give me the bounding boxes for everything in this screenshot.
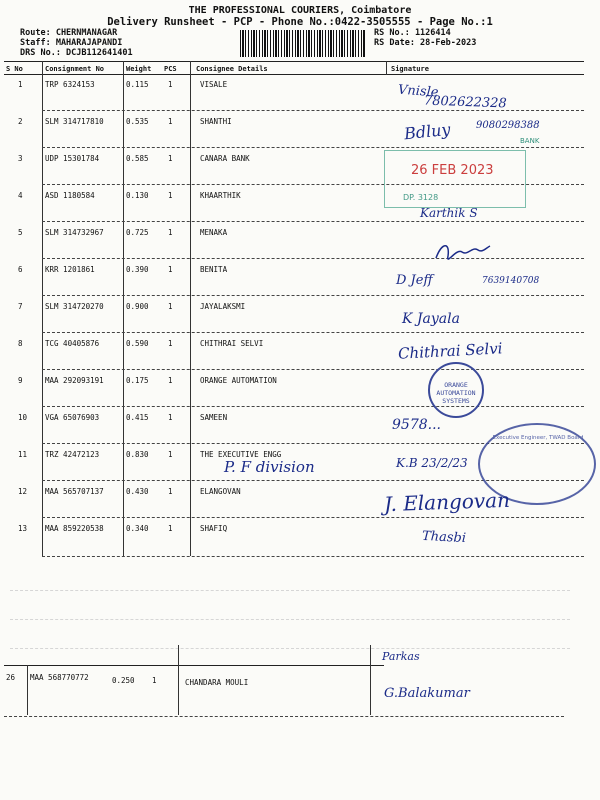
row-consignment: SLM 314720270 <box>45 302 104 311</box>
row-consignment: MAA 859220538 <box>45 524 104 533</box>
row-pcs: 1 <box>168 265 173 274</box>
row-pcs: 1 <box>168 450 173 459</box>
row-consignee: SAMEEN <box>200 413 228 422</box>
seal-text: ORANGE AUTOMATION SYSTEMS <box>436 381 476 405</box>
company-seal-stamp <box>428 362 484 418</box>
signature-row-5 <box>432 240 492 266</box>
bank-stamp-fragment: BANK <box>520 137 540 145</box>
rs-date: RS Date: 28-Feb-2023 <box>374 38 477 48</box>
signature-row-1: Vnisle <box>397 82 439 101</box>
row-consignment: TRP 6324153 <box>45 80 95 89</box>
row-pcs: 1 <box>168 80 173 89</box>
row-weight: 0.390 <box>126 265 149 274</box>
row-consignment: TCG 40405876 <box>45 339 100 348</box>
row-sno: 13 <box>18 524 28 533</box>
row-sno: 12 <box>18 487 28 496</box>
row-pcs: 1 <box>168 339 173 348</box>
col-divider <box>370 645 371 715</box>
row-sno: 5 <box>18 228 23 237</box>
row-sno: 11 <box>18 450 28 459</box>
bank-received-stamp <box>384 150 526 208</box>
col-divider <box>178 645 179 715</box>
row-consignee: SHAFIQ <box>200 524 228 533</box>
row-consignment: UDP 15301784 <box>45 154 100 163</box>
row-sno: 3 <box>18 154 23 163</box>
row-consignee: SHANTHI <box>200 117 232 126</box>
row-divider <box>42 517 584 518</box>
row-sno: 10 <box>18 413 28 422</box>
row-consignment: TRZ 42472123 <box>45 450 100 459</box>
stamp-date: 26 FEB 2023 <box>411 163 494 178</box>
col-header-consignment: Consignment No <box>45 65 105 73</box>
row-consignee: CHANDARA MOULI <box>185 678 249 687</box>
row-divider <box>42 147 584 148</box>
row-consignment: SLM 314732967 <box>45 228 104 237</box>
row-weight: 0.130 <box>126 191 149 200</box>
faint-bleed-through <box>10 570 570 660</box>
row-consignee: JAYALAKSMI <box>200 302 246 311</box>
stamp-dp-number: DP. 3128 <box>403 193 439 202</box>
drs-number: DRS No.: DCJB112641401 <box>20 48 133 58</box>
sheet-title: Delivery Runsheet - PCP - Phone No.:0422-3505555 - Page No.:1 <box>107 16 493 28</box>
row-consignee: KHAARTHIK <box>200 191 241 200</box>
row-pcs: 1 <box>168 524 173 533</box>
row-divider <box>42 406 584 407</box>
signature-bottom-b: G.Balakumar <box>384 686 470 701</box>
row-weight: 0.430 <box>126 487 149 496</box>
row-weight: 0.175 <box>126 376 149 385</box>
row-consignee: ELANGOVAN <box>200 487 241 496</box>
row-weight: 0.725 <box>126 228 149 237</box>
twad-seal-text: Executive Engineer, TWAD Board <box>492 435 584 441</box>
row-pcs: 1 <box>168 228 173 237</box>
row-consignment: ASD 1180584 <box>45 191 95 200</box>
handwritten-note-row-11: P. F division <box>224 458 315 476</box>
signature-row-4: Karthik S <box>420 206 478 220</box>
row-consignee: CHITHRAI SELVI <box>200 339 264 348</box>
row-sno: 8 <box>18 339 23 348</box>
row-consignee: MENAKA <box>200 228 228 237</box>
row-consignee: VISALE <box>200 80 228 89</box>
row-pcs: 1 <box>168 487 173 496</box>
row-pcs: 1 <box>168 376 173 385</box>
signature-bottom-a: Parkas <box>382 650 420 663</box>
row-pcs: 1 <box>168 413 173 422</box>
row-pcs: 1 <box>152 676 157 685</box>
row-weight: 0.340 <box>126 524 149 533</box>
row-weight: 0.830 <box>126 450 149 459</box>
col-divider <box>42 61 43 556</box>
col-divider <box>386 61 387 75</box>
col-header-sno: S No <box>6 65 23 73</box>
row-divider <box>4 716 564 717</box>
barcode <box>240 30 366 57</box>
signature-row-10: 9578... <box>392 417 441 433</box>
row-weight: 0.415 <box>126 413 149 422</box>
row-weight: 0.115 <box>126 80 149 89</box>
row-consignee: CANARA BANK <box>200 154 250 163</box>
row-sno: 4 <box>18 191 23 200</box>
signature-row-11: K.B 23/2/23 <box>396 456 468 470</box>
signature-row-12: J. Elangovan <box>383 487 511 517</box>
row-sno: 7 <box>18 302 23 311</box>
row-pcs: 1 <box>168 191 173 200</box>
row-consignee: ORANGE AUTOMATION <box>200 376 277 385</box>
row-weight: 0.900 <box>126 302 149 311</box>
signature-row-2: Bdluy <box>403 119 452 144</box>
row-consignment: SLM 314717810 <box>45 117 104 126</box>
row-divider <box>42 295 584 296</box>
row-divider <box>42 258 584 259</box>
row-divider <box>42 369 584 370</box>
bottom-row-top-border <box>4 665 384 666</box>
row-consignment: MAA 292093191 <box>45 376 104 385</box>
row-consignee: THE EXECUTIVE ENGG <box>200 450 282 459</box>
staff-label: Staff: MAHARAJAPANDI <box>20 38 123 48</box>
row-consignee: BENITA <box>200 265 228 274</box>
row-sno: 26 <box>6 673 16 682</box>
col-header-consignee: Consignee Details <box>196 65 268 73</box>
phone-note-row-1: 7802622328 <box>423 93 507 112</box>
row-sno: 1 <box>18 80 23 89</box>
phone-note-row-2: 9080298388 <box>476 120 540 131</box>
signature-row-8: Chithrai Selvi <box>397 339 503 363</box>
col-divider <box>123 61 124 556</box>
row-divider <box>42 332 584 333</box>
row-consignment: VGA 65076903 <box>45 413 100 422</box>
row-pcs: 1 <box>168 302 173 311</box>
row-sno: 6 <box>18 265 23 274</box>
rs-number: RS No.: 1126414 <box>374 28 451 38</box>
signature-row-6: D Jeff <box>396 273 433 288</box>
row-sno: 9 <box>18 376 23 385</box>
table-header-border <box>4 74 584 75</box>
row-pcs: 1 <box>168 154 173 163</box>
scribble-signature-icon <box>432 240 492 266</box>
row-weight: 0.585 <box>126 154 149 163</box>
row-consignment: KRR 1201861 <box>45 265 95 274</box>
row-consignment: MAA 568770772 <box>30 673 89 682</box>
row-pcs: 1 <box>168 117 173 126</box>
row-weight: 0.535 <box>126 117 149 126</box>
table-top-border <box>4 61 584 62</box>
col-header-signature: Signature <box>391 65 429 73</box>
col-header-pcs: PCS <box>164 65 177 73</box>
row-weight: 0.250 <box>112 676 135 685</box>
col-divider <box>190 61 191 556</box>
signature-row-7: K Jayala <box>402 311 460 327</box>
row-sno: 2 <box>18 117 23 126</box>
row-divider <box>42 221 584 222</box>
col-header-weight: Weight <box>126 65 152 73</box>
route-label: Route: CHERNMANAGAR <box>20 28 118 38</box>
row-weight: 0.590 <box>126 339 149 348</box>
signature-row-13: Thasbi <box>421 528 467 547</box>
phone-note-row-6: 7639140708 <box>482 276 540 286</box>
company-title: THE PROFESSIONAL COURIERS, Coimbatore <box>188 5 412 16</box>
row-consignment: MAA 565707137 <box>45 487 104 496</box>
col-divider <box>27 665 28 715</box>
row-divider <box>42 556 584 557</box>
